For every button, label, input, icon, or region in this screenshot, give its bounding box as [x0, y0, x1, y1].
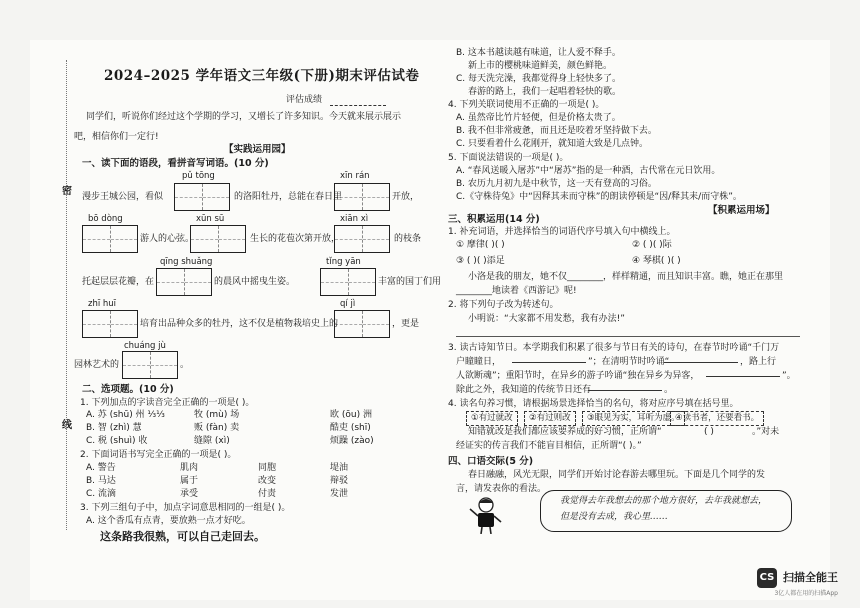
r-q5: 5. 下面说法错误的一项是( )。 — [448, 153, 569, 163]
q2-1-b3: 酷吏 (shī) — [330, 423, 371, 433]
writing-grid-xianxi[interactable] — [334, 225, 390, 253]
q4-heading: 四、口语交际(5 分) — [448, 456, 534, 467]
intro-line-2: 吧，相信你们一定行! — [74, 132, 159, 142]
q3-heading: 三、积累运用(14 分) — [448, 214, 540, 225]
writing-grid-chuangju[interactable] — [122, 351, 178, 379]
q1-text-1b: 的洛阳牡丹，总能在春日里 — [234, 192, 343, 202]
bubble-line-1: 我觉得去年我想去的那个地方很好，去年我就想去， — [560, 496, 768, 506]
pinyin-bodong: bō dòng — [88, 214, 123, 224]
r-w3: ③ ( )( )添足 — [456, 256, 505, 266]
pinyin-qiji: qí jì — [340, 299, 356, 309]
q1-text-3b: 的晨风中摇曳生姿。 — [214, 277, 296, 287]
exam-title: 2024–2025 学年语文三年级(下册)期末评估试卷 — [104, 68, 420, 84]
q2-2-c2: 承受 — [180, 489, 199, 499]
writing-grid-putong[interactable] — [174, 183, 230, 211]
writing-grid-xinran[interactable] — [334, 183, 390, 211]
r-w1: ① 摩律( )( ) — [456, 240, 505, 250]
q2-2-c4: 发泄 — [330, 489, 349, 499]
q2-2-a4: 堤油 — [330, 463, 349, 473]
r-p4s4: 经证实的传言我们不能盲目相信，正所谓“( )。” — [456, 441, 642, 451]
q1-text-1c: 开放， — [392, 192, 420, 202]
r-q4a: A. 虽然帝比竹片轻便，但是价格太贵了。 — [456, 113, 621, 123]
q2-2-stem: 2. 下面词语书写完全正确的一项是( )。 — [80, 450, 237, 460]
r-p1: 1. 补充词语，并选择恰当的词语代序号填入句中横线上。 — [448, 227, 676, 237]
option-4: ④读书者，还要看书。 — [670, 411, 764, 426]
option-3: ③眼见为实，耳听为虚。 — [582, 411, 685, 426]
scanner-name: 扫描全能王 — [783, 571, 838, 585]
q2-2-b2: 属于 — [180, 476, 199, 486]
q2-1-b2: 贩 (fàn) 卖 — [194, 423, 240, 433]
pinyin-putong: pǔ tōng — [182, 171, 215, 181]
r-oral1: 春日融融，风光无限，同学们开始讨论春游去哪里玩。下面是几个同学的发 — [468, 470, 766, 480]
option-1: ①有过就改 — [466, 411, 518, 426]
blank-p3-1[interactable] — [512, 362, 586, 363]
q2-1-c1: C. 税 (shuì) 收 — [86, 436, 148, 446]
score-field[interactable] — [330, 98, 386, 106]
q2-1-a2: 牧 (mù) 场 — [194, 410, 240, 420]
option-2: ②有过则改 — [524, 411, 576, 426]
r-q5b: B. 农历九月初九是中秋节，这一天有登高的习俗。 — [456, 179, 657, 189]
r-p4s3: 。”对未 — [752, 427, 780, 437]
pinyin-xinran: xīn rán — [340, 171, 370, 181]
cs-logo-icon: CS — [757, 568, 777, 588]
blank-p3-4[interactable] — [588, 390, 662, 391]
answer-line-p2[interactable] — [456, 336, 800, 337]
r-c2: 春游的路上，我们一起唱着轻快的歌。 — [468, 87, 622, 97]
q2-3-a-handwritten: 这条路我很熟，可以自己走回去。 — [100, 530, 265, 543]
r-q5a: A. “春风送暖入屠苏”中“屠苏”指的是一种酒，古代常在元日饮用。 — [456, 166, 721, 176]
pinyin-xunsu: xūn sū — [196, 214, 225, 224]
r-p1s: 小洛是我的朋友，她不仅________，样样精通，而且知识丰富。瞧，她正在那里 — [468, 272, 784, 282]
r-w4: ④ 琴棋( )( ) — [632, 256, 681, 266]
q1-text-3a: 托起层层花瓣，在 — [82, 277, 155, 287]
writing-grid-bodong[interactable] — [82, 225, 138, 253]
q1-text-2c: 的枝条 — [394, 234, 422, 244]
r-b1: B. 这本书越读越有味道，让人爱不释手。 — [456, 48, 621, 58]
q1-text-2a: 游人的心弦。 — [140, 234, 195, 244]
section-practice: 【实践运用园】 — [224, 144, 291, 155]
q2-1-a3: 欧 (ōu) 洲 — [330, 410, 372, 420]
score-label: 评估成绩 — [286, 95, 323, 105]
r-p4s: 知错就改是我们都应该要养成的好习惯，正所谓“ — [468, 427, 662, 437]
writing-grid-zhihui[interactable] — [82, 310, 138, 338]
r-p3b: 户瞳瞳日， — [456, 357, 502, 367]
pinyin-zhihui: zhī huī — [88, 299, 117, 309]
q1-text-1a: 漫步王城公园，看似 — [82, 192, 164, 202]
writing-grid-xunsu[interactable] — [190, 225, 246, 253]
r-p3f: ”。 — [782, 371, 796, 381]
pinyin-xianxi: xiān xì — [340, 214, 369, 224]
pinyin-tingyan: tǐng yān — [326, 257, 361, 267]
r-oral2: 言，请发表你的看法。 — [456, 484, 547, 494]
blank-p3-3[interactable] — [706, 376, 780, 377]
q2-2-c1: C. 流滴 — [86, 489, 117, 499]
r-p2s: 小明说：“大家都不用发愁，我有办法!” — [468, 314, 625, 324]
q2-2-a3: 同胞 — [258, 463, 277, 473]
seam-mark-top: 密 — [62, 186, 72, 197]
blank-p3-2[interactable] — [664, 362, 738, 363]
q1-text-5b: 。 — [180, 360, 190, 370]
q1-text-5a: 园林艺术的 — [74, 360, 120, 370]
q2-3-a: A. 这个香瓜有点青，要放熟一点才好吃。 — [86, 516, 251, 526]
binding-line — [66, 60, 67, 530]
r-p1s2: ________地读着《西游记》呢! — [456, 286, 577, 296]
student-illustration — [466, 494, 506, 534]
scanner-logo — [757, 568, 838, 597]
q1-text-4b: ，更是 — [392, 319, 420, 329]
q1-text-4a: 培育出品种众多的牡丹，这不仅是植物栽培史上的 — [140, 319, 339, 329]
q2-2-b4: 辩驳 — [330, 476, 349, 486]
r-q5c: C.《守株待兔》中“因释其耒而守株”的朗读停顿是“因/释其耒/而守株”。 — [456, 192, 742, 202]
section-accum: 【积累运用场】 — [708, 205, 775, 216]
r-p3e: 人欲断魂”；重阳节时，在异乡的游子吟诵“独在异乡为异客， — [456, 371, 700, 381]
pinyin-qingshuang: qīng shuǎng — [160, 257, 213, 267]
scanner-tagline: 3亿人都在用的扫描App — [774, 590, 838, 597]
q2-2-b1: B. 马达 — [86, 476, 116, 486]
q1-text-2b: 生长的花苞次第开放， — [250, 234, 341, 244]
q1-text-3c: 丰富的国丁们用 — [378, 277, 442, 287]
q2-1-c3: 烦躁 (zào) — [330, 436, 374, 446]
q2-2-b3: 改变 — [258, 476, 277, 486]
r-p4: 4. 读名句养习惯，请根据场景选择恰当的名句，将对应序号填在括号里。 — [448, 399, 739, 409]
q2-1-b1: B. 智 (zhì) 慧 — [86, 423, 142, 433]
q2-1-a1: A. 苏 (shū) 州 ⅓⅓ — [86, 410, 165, 420]
r-w2: ② ( )( )际 — [632, 240, 672, 250]
r-q4b: B. 我不但非常疲惫，而且还是咬着牙坚持做下去。 — [456, 126, 657, 136]
r-p3d: ，路上行 — [740, 357, 777, 367]
q2-1-c2: 缝隙 (xì) — [194, 436, 230, 446]
r-b2: 新上市的樱桃味道鲜美，颜色鲜艳。 — [468, 61, 613, 71]
q2-2-a1: A. 警告 — [86, 463, 116, 473]
writing-grid-qiji[interactable] — [334, 310, 390, 338]
q2-2-a2: 肌肉 — [180, 463, 199, 473]
r-p3c: ”；在清明节时吟诵“ — [588, 357, 670, 367]
q2-heading: 二、选项题。(10 分) — [82, 384, 174, 395]
q2-3-stem: 3. 下列三组句子中，加点字词意思相同的一组是( )。 — [80, 503, 291, 513]
r-p3g: 除此之外，我知道的传统节日还有 — [456, 385, 592, 395]
seam-mark-bottom: 线 — [62, 420, 72, 431]
writing-grid-qingshuang[interactable] — [156, 268, 212, 296]
writing-grid-tingyan[interactable] — [320, 268, 376, 296]
r-p2: 2. 将下列句子改为转述句。 — [448, 300, 559, 310]
intro-line-1: 同学们，听说你们经过这个学期的学习，又增长了许多知识。今天就来展示展示 — [86, 112, 402, 122]
q2-1-stem: 1. 下列加点的字读音完全正确的一项是( )。 — [80, 398, 255, 408]
r-c1: C. 每天洗完澡，我都觉得身上轻快多了。 — [456, 74, 622, 84]
r-p4s2[interactable]: ( ) — [704, 427, 714, 437]
r-q4c: C. 只要看着什么花刚开，就知道大致是几点钟。 — [456, 139, 649, 149]
bubble-line-2: 但是没有去成，我心里…… — [560, 512, 669, 522]
q2-2-c3: 付责 — [258, 489, 277, 499]
r-p3: 3. 读古诗知节日。本学期我们积累了很多与节日有关的诗句，在春节时吟诵“千门万 — [448, 343, 780, 353]
r-p3h: 。 — [664, 385, 674, 395]
pinyin-chuangju: chuáng jù — [124, 341, 166, 351]
q1-heading: 一、读下面的语段，看拼音写词语。(10 分) — [82, 158, 269, 169]
r-q4: 4. 下列关联词使用不正确的一项是( )。 — [448, 100, 605, 110]
